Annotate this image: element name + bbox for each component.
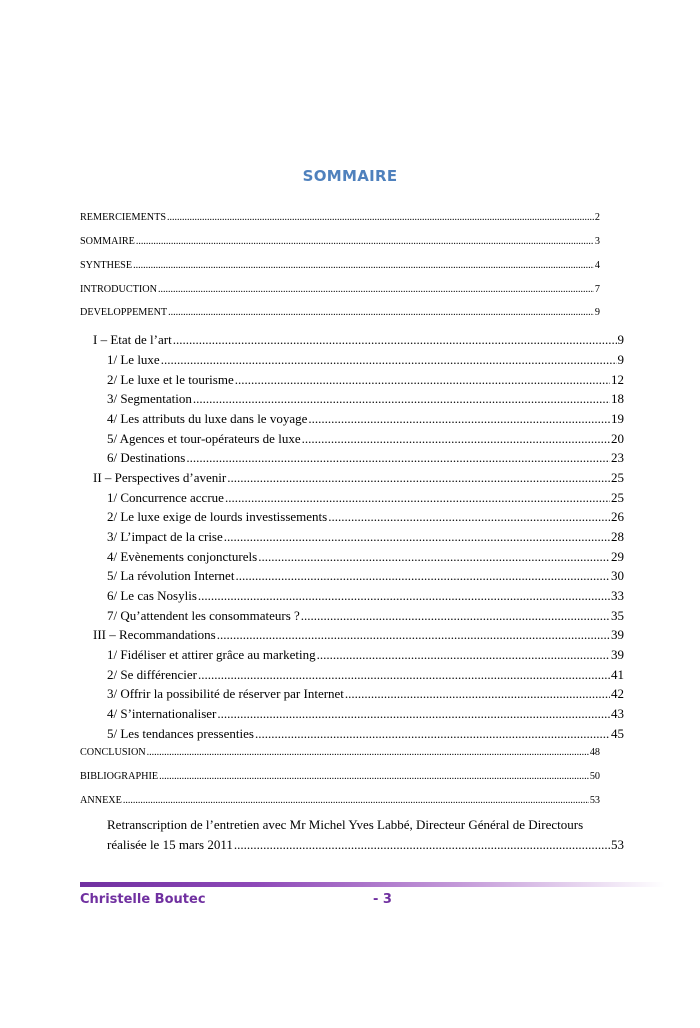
toc-leader: [302, 431, 610, 447]
toc-entry-label: 4/ Evènements conjoncturels: [107, 549, 258, 564]
toc-page-number: 41: [611, 667, 624, 682]
footer-divider: [80, 882, 665, 887]
toc-entry-label: BIBLIOGRAPHIE: [80, 771, 159, 782]
toc-page-number: 9: [594, 307, 600, 318]
toc-entry[interactable]: [80, 260, 600, 271]
toc-leader: [133, 260, 594, 271]
toc-page-number: 53: [611, 837, 624, 852]
toc-page-number: 53: [589, 795, 600, 806]
toc-entry-label: 1/ Le luxe: [107, 352, 160, 367]
toc-page-number: 4: [594, 260, 600, 271]
toc-entry-label: 1/ Concurrence accrue: [107, 490, 224, 505]
toc-page-number: 42: [611, 686, 624, 701]
toc-entry-label: 2/ Le luxe et le tourisme: [107, 372, 234, 387]
toc-entry-label: CONCLUSION: [80, 747, 146, 758]
toc-entry[interactable]: [80, 771, 600, 782]
toc-leader: [255, 726, 610, 742]
toc-entry-label: 4/ S’internationaliser: [107, 706, 217, 721]
toc-leader: [198, 588, 610, 604]
toc-entry-label: 5/ Agences et tour-opérateurs de luxe: [107, 431, 301, 446]
toc-entry[interactable]: [107, 450, 624, 466]
toc-entry-label: 3/ Offrir la possibilité de réserver par Internet: [107, 686, 344, 701]
toc-leader: [235, 568, 610, 584]
toc-entry-label: 6/ Destinations: [107, 450, 186, 465]
toc-leader: [217, 627, 610, 643]
toc-page-number: 45: [611, 726, 624, 741]
toc-entry[interactable]: [107, 686, 624, 702]
toc-page-number: 2: [594, 212, 600, 223]
page-title: SOMMAIRE: [302, 167, 398, 185]
toc-entry-label: 1/ Fidéliser et attirer grâce au marketing: [107, 647, 316, 662]
toc-page-number: 25: [611, 470, 624, 485]
toc-leader: [158, 284, 594, 295]
toc-entry-label: 3/ L’impact de la crise: [107, 529, 223, 544]
toc-page-number: 30: [611, 568, 624, 583]
toc-page-number: 48: [589, 747, 600, 758]
toc-entry[interactable]: [107, 490, 624, 506]
toc-page-number: 3: [594, 236, 600, 247]
toc-page-number: 12: [611, 372, 624, 387]
toc-leader: [224, 529, 610, 545]
toc-leader: [167, 212, 594, 223]
toc-page-number: 35: [611, 608, 624, 623]
toc-entry[interactable]: [107, 667, 624, 683]
toc-entry[interactable]: [93, 627, 624, 643]
toc-leader: [328, 509, 610, 525]
toc-page-number: 9: [617, 332, 624, 347]
annex-entry-line1[interactable]: Retranscription de l’entretien avec Mr Michel Yves Labbé, Directeur Général de Directours: [107, 817, 584, 832]
toc-entry[interactable]: [107, 837, 624, 853]
toc-entry-label: SYNTHESE: [80, 260, 133, 271]
toc-entry-label: 2/ Se différencier: [107, 667, 197, 682]
toc-entry-label: ANNEXE: [80, 795, 122, 806]
toc-page-number: 18: [611, 391, 624, 406]
toc-entry-label: REMERCIEMENTS: [80, 212, 167, 223]
toc-entry[interactable]: [107, 647, 624, 663]
toc-page-number: 25: [611, 490, 624, 505]
toc-entry[interactable]: [80, 795, 600, 806]
toc-leader: [345, 686, 610, 702]
toc-entry-label: 3/ Segmentation: [107, 391, 192, 406]
toc-entry[interactable]: [107, 726, 624, 742]
toc-entry[interactable]: [80, 236, 600, 247]
toc-entry[interactable]: [80, 307, 600, 318]
toc-leader: [308, 411, 610, 427]
toc-leader: [225, 490, 610, 506]
toc-entry[interactable]: [107, 431, 624, 447]
toc-page-number: 39: [611, 627, 624, 642]
toc-entry-label: 6/ Le cas Nosylis: [107, 588, 197, 603]
toc-entry[interactable]: [107, 352, 624, 368]
toc-entry[interactable]: [93, 470, 624, 486]
toc-leader: [159, 771, 589, 782]
footer-page-number: - 3: [373, 892, 392, 907]
toc-entry-label: SOMMAIRE: [80, 236, 135, 247]
toc-leader: [258, 549, 610, 565]
toc-page-number: 39: [611, 647, 624, 662]
toc-page-number: 26: [611, 509, 624, 524]
toc-page-number: 29: [611, 549, 624, 564]
toc-entry[interactable]: [107, 509, 624, 525]
toc-entry[interactable]: [107, 549, 624, 565]
toc-leader: [227, 470, 610, 486]
toc-page-number: 20: [611, 431, 624, 446]
toc-leader: [173, 332, 617, 348]
toc-entry-label: 5/ Les tendances pressenties: [107, 726, 254, 741]
toc-entry[interactable]: [107, 411, 624, 427]
toc-entry-label: DEVELOPPEMENT: [80, 307, 168, 318]
toc-entry[interactable]: [107, 568, 624, 584]
toc-page-number: 23: [611, 450, 624, 465]
toc-entry-label: réalisée le 15 mars 2011: [107, 837, 233, 852]
toc-leader: [234, 837, 610, 853]
toc-leader: [193, 391, 610, 407]
toc-page-number: 28: [611, 529, 624, 544]
toc-entry[interactable]: [107, 391, 624, 407]
toc-leader: [198, 667, 610, 683]
toc-entry[interactable]: [107, 706, 624, 722]
toc-leader: [147, 747, 589, 758]
toc-entry-label: 5/ La révolution Internet: [107, 568, 235, 583]
toc-page-number: 50: [589, 771, 600, 782]
toc-leader: [235, 372, 610, 388]
toc-page-number: 7: [594, 284, 600, 295]
toc-page-number: 19: [611, 411, 624, 426]
toc-leader: [317, 647, 610, 663]
toc-entry[interactable]: [107, 529, 624, 545]
toc-entry-label: I – Etat de l’art: [93, 332, 172, 347]
toc-entry-label: 7/ Qu’attendent les consommateurs ?: [107, 608, 300, 623]
toc-page-number: 9: [617, 352, 624, 367]
toc-entry-label: 2/ Le luxe exige de lourds investissements: [107, 509, 328, 524]
toc-entry[interactable]: [93, 332, 624, 348]
toc-leader: [186, 450, 610, 466]
toc-entry[interactable]: [80, 212, 600, 223]
toc-entry[interactable]: [107, 588, 624, 604]
toc-entry[interactable]: [80, 284, 600, 295]
toc-leader: [136, 236, 594, 247]
toc-entry-label: 4/ Les attributs du luxe dans le voyage: [107, 411, 308, 426]
toc-leader: [217, 706, 610, 722]
toc-entry-label: INTRODUCTION: [80, 284, 157, 295]
toc-page-number: 33: [611, 588, 624, 603]
toc-entry[interactable]: [107, 608, 624, 624]
toc-entry-label: III – Recommandations: [93, 627, 216, 642]
toc-page-number: 43: [611, 706, 624, 721]
toc-entry-label: II – Perspectives d’avenir: [93, 470, 227, 485]
toc-leader: [161, 352, 617, 368]
toc-leader: [301, 608, 610, 624]
toc-leader: [123, 795, 589, 806]
toc-entry[interactable]: [107, 372, 624, 388]
footer-author: Christelle Boutec: [80, 892, 206, 907]
toc-leader: [168, 307, 594, 318]
toc-entry[interactable]: [80, 747, 600, 758]
